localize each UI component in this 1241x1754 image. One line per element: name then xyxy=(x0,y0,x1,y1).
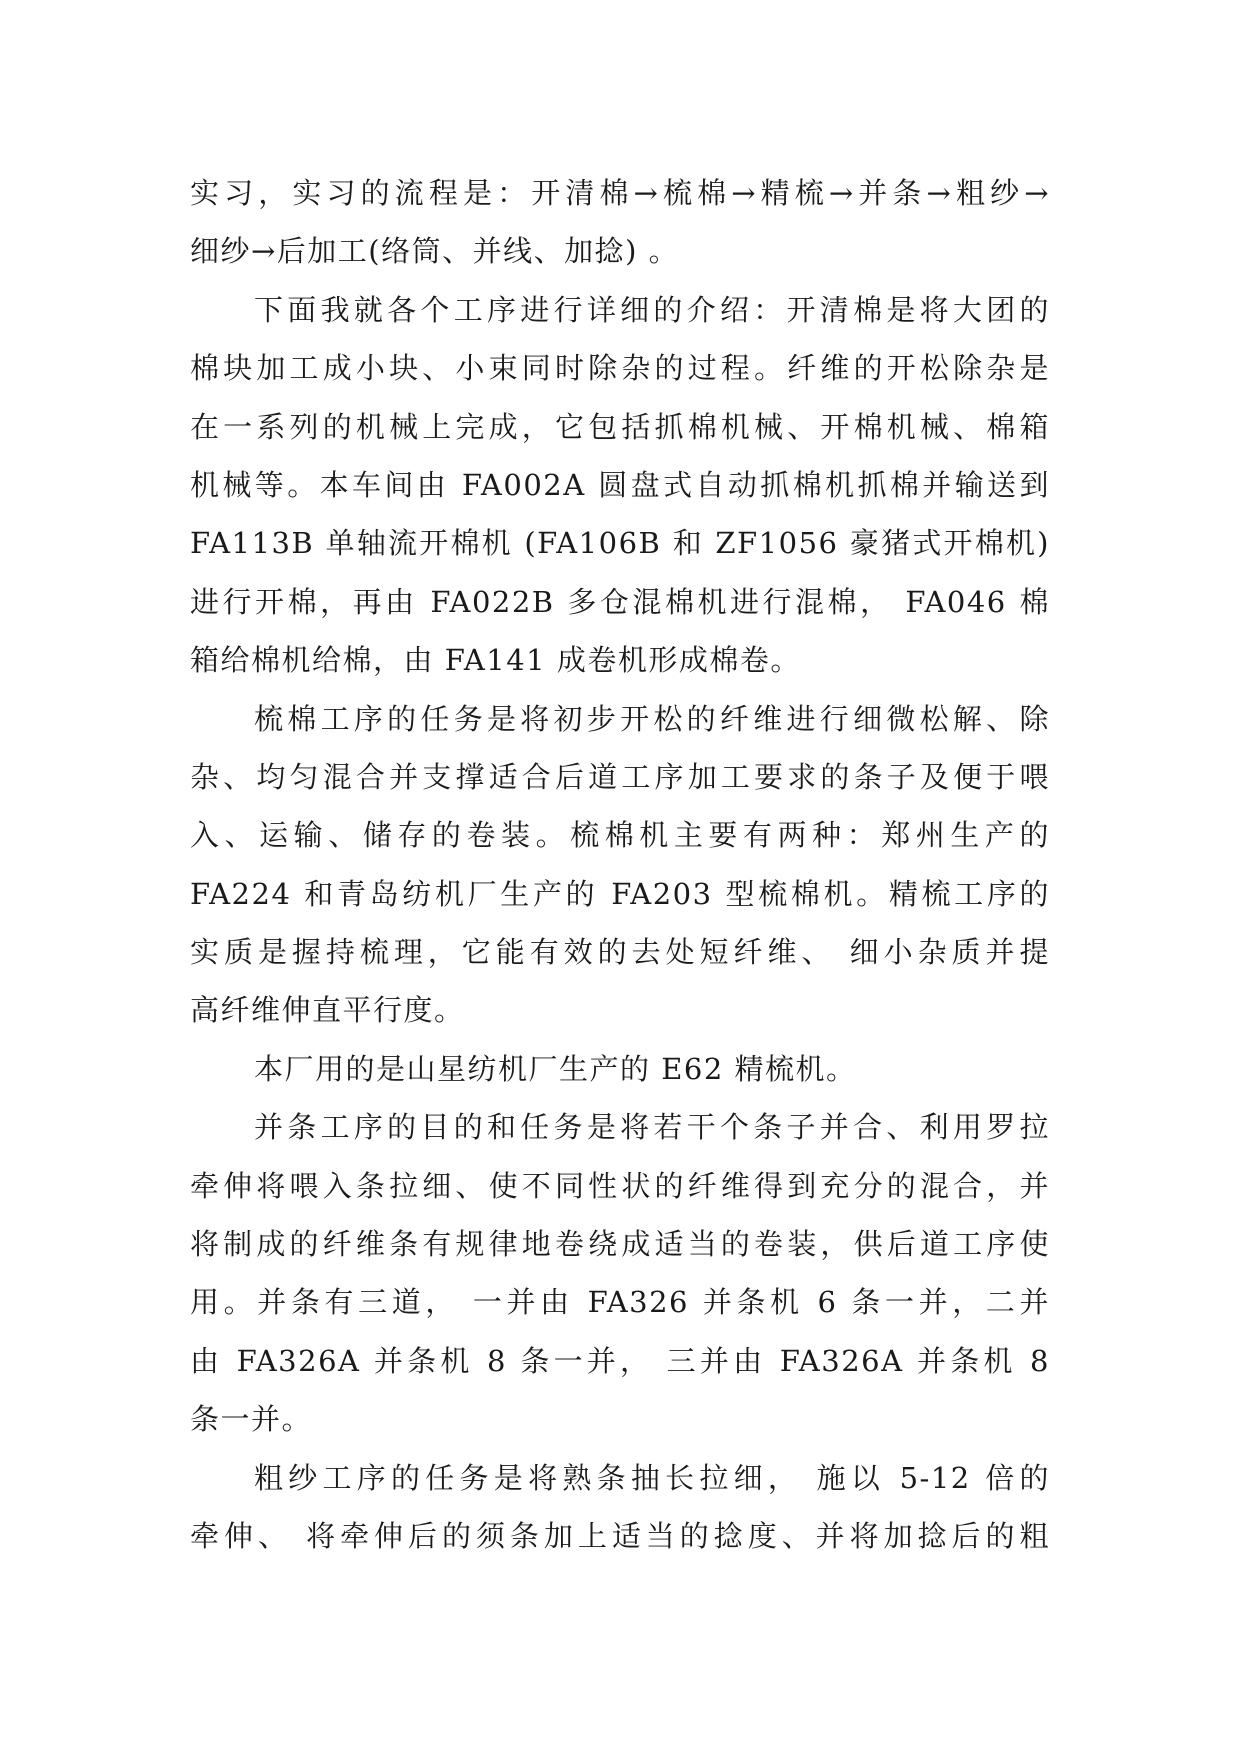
text-line: 并条工序的目的和任务是将若干个条子并合、利用罗拉 xyxy=(254,1110,1050,1145)
text-line: 实质是握持梳理，它能有效的去处短纤维、 细小杂质并提 xyxy=(190,935,1050,970)
text-line: 在一系列的机械上完成，它包括抓棉机械、开棉机械、棉箱 xyxy=(190,409,1050,444)
text-line: 将制成的纤维条有规律地卷绕成适当的卷装，供后道工序使 xyxy=(190,1227,1050,1262)
text-line: 高纤维伸直平行度。 xyxy=(190,993,465,1028)
text-line: 牵伸、 将牵伸后的须条加上适当的捻度、并将加捻后的粗 xyxy=(190,1518,1050,1553)
text-line: 棉块加工成小块、小束同时除杂的过程。纤维的开松除杂是 xyxy=(190,351,1050,386)
text-line: 入、运输、储存的卷装。梳棉机主要有两种：郑州生产的 xyxy=(190,818,1050,853)
text-line: FA113B 单轴流开棉机 (FA106B 和 ZF1056 豪猪式开棉机) xyxy=(190,526,1050,561)
text-line: 梳棉工序的任务是将初步开松的纤维进行细微松解、除 xyxy=(254,701,1050,736)
text-line: 由 FA326A 并条机 8 条一并， 三并由 FA326A 并条机 8 xyxy=(190,1343,1050,1378)
text-line: 实习，实习的流程是：开清棉→梳棉→精梳→并条→粗纱→ xyxy=(190,176,1050,210)
text-line: 本厂用的是山星纺机厂生产的 E62 精梳机。 xyxy=(254,1051,857,1086)
text-line: 条一并。 xyxy=(190,1402,313,1437)
text-line: 牵伸将喂入条拉细、使不同性状的纤维得到充分的混合，并 xyxy=(190,1168,1050,1203)
text-line: 杂、均匀混合并支撑适合后道工序加工要求的条子及便于喂 xyxy=(190,759,1050,794)
text-line: 用。并条有三道， 一并由 FA326 并条机 6 条一并，二并 xyxy=(190,1285,1050,1320)
text-line: 细纱→后加工(络筒、并线、加捻) 。 xyxy=(190,234,680,269)
text-line: 进行开棉，再由 FA022B 多仓混棉机进行混棉， FA046 棉 xyxy=(190,584,1050,619)
body-text xyxy=(190,164,1050,1565)
text-line: 箱给棉机给棉，由 FA141 成卷机形成棉卷。 xyxy=(190,643,801,678)
text-line: 粗纱工序的任务是将熟条抽长拉细， 施以 5-12 倍的 xyxy=(254,1460,1050,1495)
text-line: 机械等。本车间由 FA002A 圆盘式自动抓棉机抓棉并输送到 xyxy=(190,467,1050,502)
text-line: 下面我就各个工序进行详细的介绍：开清棉是将大团的 xyxy=(254,292,1050,327)
text-line: FA224 和青岛纺机厂生产的 FA203 型梳棉机。精梳工序的 xyxy=(190,876,1050,911)
